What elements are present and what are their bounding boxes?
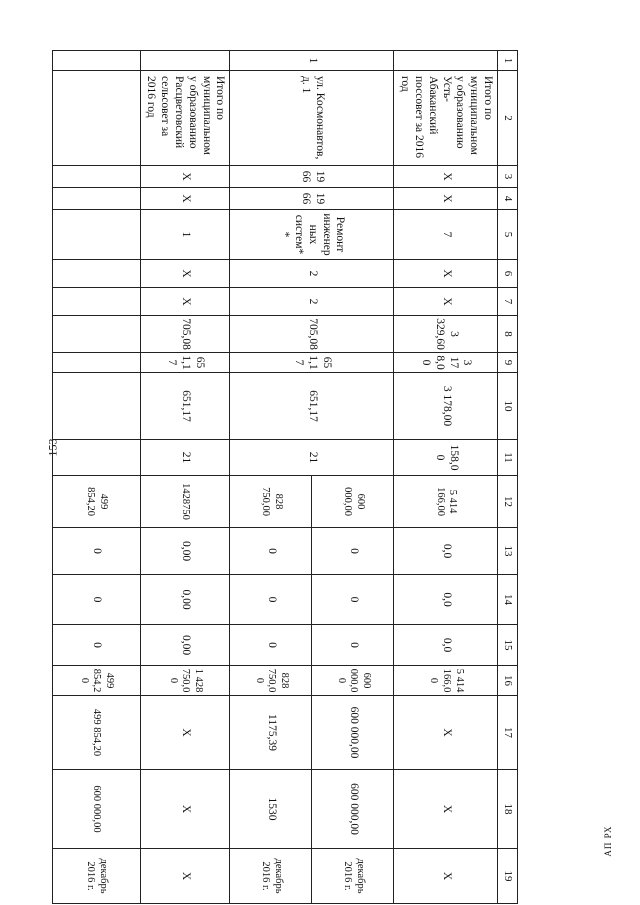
cell: 21 (140, 440, 230, 476)
cell: 705,08 (140, 316, 230, 353)
cell: 600 000,00 (52, 770, 140, 849)
col-header: 14 (498, 575, 518, 625)
cell: 0,0 (394, 575, 498, 625)
cell: 651,17 (230, 353, 394, 373)
cell (52, 51, 140, 71)
cell: Х (394, 288, 498, 316)
cell: 705,08 (230, 316, 394, 353)
cell: 3 329,60 (394, 316, 498, 353)
cell: 7 (394, 210, 498, 260)
cell: Х (394, 188, 498, 210)
col-header: 4 (498, 188, 518, 210)
cell: 158,00 (394, 440, 498, 476)
cell: Х (394, 696, 498, 770)
col-header: 9 (498, 353, 518, 373)
col-header: 5 (498, 210, 518, 260)
cell: 828 750,00 (230, 476, 312, 528)
table-row (52, 51, 140, 904)
cell: 21 (230, 440, 394, 476)
cell: 0 (230, 575, 312, 625)
col-header: 13 (498, 528, 518, 575)
cell-date: декабрь 2016 г. (52, 849, 140, 904)
rotated-table-frame (78, 50, 518, 894)
cell: 0,0 (394, 528, 498, 575)
cell: 5 414 166,00 (394, 476, 498, 528)
cell-description: Итого по муниципальному образованию Усть-Абаканский поссовет за 2016 год (394, 71, 498, 166)
page-number: 153 (45, 438, 60, 457)
cell: 1428750 (140, 476, 230, 528)
cell: 651,17 (140, 353, 230, 373)
cell: 0,0 (394, 625, 498, 666)
cell: 651,17 (140, 373, 230, 440)
col-header: 8 (498, 316, 518, 353)
col-header: 7 (498, 288, 518, 316)
col-header: 1 (498, 51, 518, 71)
cell: 0 (312, 528, 394, 575)
cell-work-type: Ремонт инженерных систем** (230, 210, 394, 260)
cell: Х (394, 166, 498, 188)
cell: 651,17 (230, 373, 394, 440)
cell-date: декабрь 2016 г. (312, 849, 394, 904)
cell: 5 414 166,00 (394, 666, 498, 696)
cell: 1 (140, 210, 230, 260)
cell: Х (140, 188, 230, 210)
table-row (140, 51, 230, 904)
cell: Х (394, 260, 498, 288)
cell (52, 440, 140, 476)
cell (52, 166, 140, 188)
cell: 0,00 (140, 528, 230, 575)
cell-date: декабрь 2016 г. (230, 849, 312, 904)
cell: 1175,39 (230, 696, 312, 770)
cell (52, 210, 140, 260)
cell: Х (140, 696, 230, 770)
col-header: 2 (498, 71, 518, 166)
cell: 1966 (230, 166, 394, 188)
cell: 2 (230, 260, 394, 288)
cell-description (52, 71, 140, 166)
cell (52, 353, 140, 373)
cell: 600 000,00 (312, 476, 394, 528)
col-header: 12 (498, 476, 518, 528)
repair-program-table (52, 50, 518, 904)
cell: Х (140, 849, 230, 904)
cell: 600 000,00 (312, 696, 394, 770)
cell: 0 (230, 528, 312, 575)
col-header: 17 (498, 696, 518, 770)
col-header: 10 (498, 373, 518, 440)
cell (140, 51, 230, 71)
cell-row-number: 1 (230, 51, 394, 71)
cell: 828 750,00 (230, 666, 312, 696)
table-row (312, 51, 394, 904)
cell: Х (394, 849, 498, 904)
cell: Х (394, 770, 498, 849)
cell: 499 854,20 (52, 696, 140, 770)
col-header: 19 (498, 849, 518, 904)
column-number-row (498, 51, 518, 904)
cell: 0 (230, 625, 312, 666)
cell: 0,00 (140, 625, 230, 666)
cell: Х (140, 288, 230, 316)
cell: 1530 (230, 770, 312, 849)
col-header: 15 (498, 625, 518, 666)
cell: Х (140, 260, 230, 288)
cell: 1 428 750,00 (140, 666, 230, 696)
cell: 499 854,20 (52, 476, 140, 528)
cell: 1966 (230, 188, 394, 210)
cell: 0 (312, 625, 394, 666)
cell-address: ул. Космонавтов, д. 1 (230, 71, 394, 166)
cell: 0 (52, 528, 140, 575)
cell: 0,00 (140, 575, 230, 625)
cell: Х (140, 166, 230, 188)
cell (52, 373, 140, 440)
cell (52, 316, 140, 353)
col-header: 18 (498, 770, 518, 849)
cell: Х (140, 770, 230, 849)
cell: 0 (312, 575, 394, 625)
col-header: 6 (498, 260, 518, 288)
cell: 3 178,00 (394, 373, 498, 440)
col-header: 3 (498, 166, 518, 188)
col-header: 11 (498, 440, 518, 476)
cell-description: Итого по муниципальному образованию Расцветовский сельсовет за 2016 год (140, 71, 230, 166)
cell: 600 000,00 (312, 666, 394, 696)
cell: 0 (52, 625, 140, 666)
footer-mark: АП РХ (603, 825, 613, 857)
cell (52, 188, 140, 210)
cell: 600 000,00 (312, 770, 394, 849)
col-header: 16 (498, 666, 518, 696)
cell: 0 (52, 575, 140, 625)
cell: 2 (230, 288, 394, 316)
cell (52, 288, 140, 316)
table-row (394, 51, 498, 904)
cell (52, 260, 140, 288)
cell (394, 51, 498, 71)
cell: 499 854,20 (52, 666, 140, 696)
data-table-wrapper (78, 50, 518, 894)
cell: 3 178,00 (394, 353, 498, 373)
